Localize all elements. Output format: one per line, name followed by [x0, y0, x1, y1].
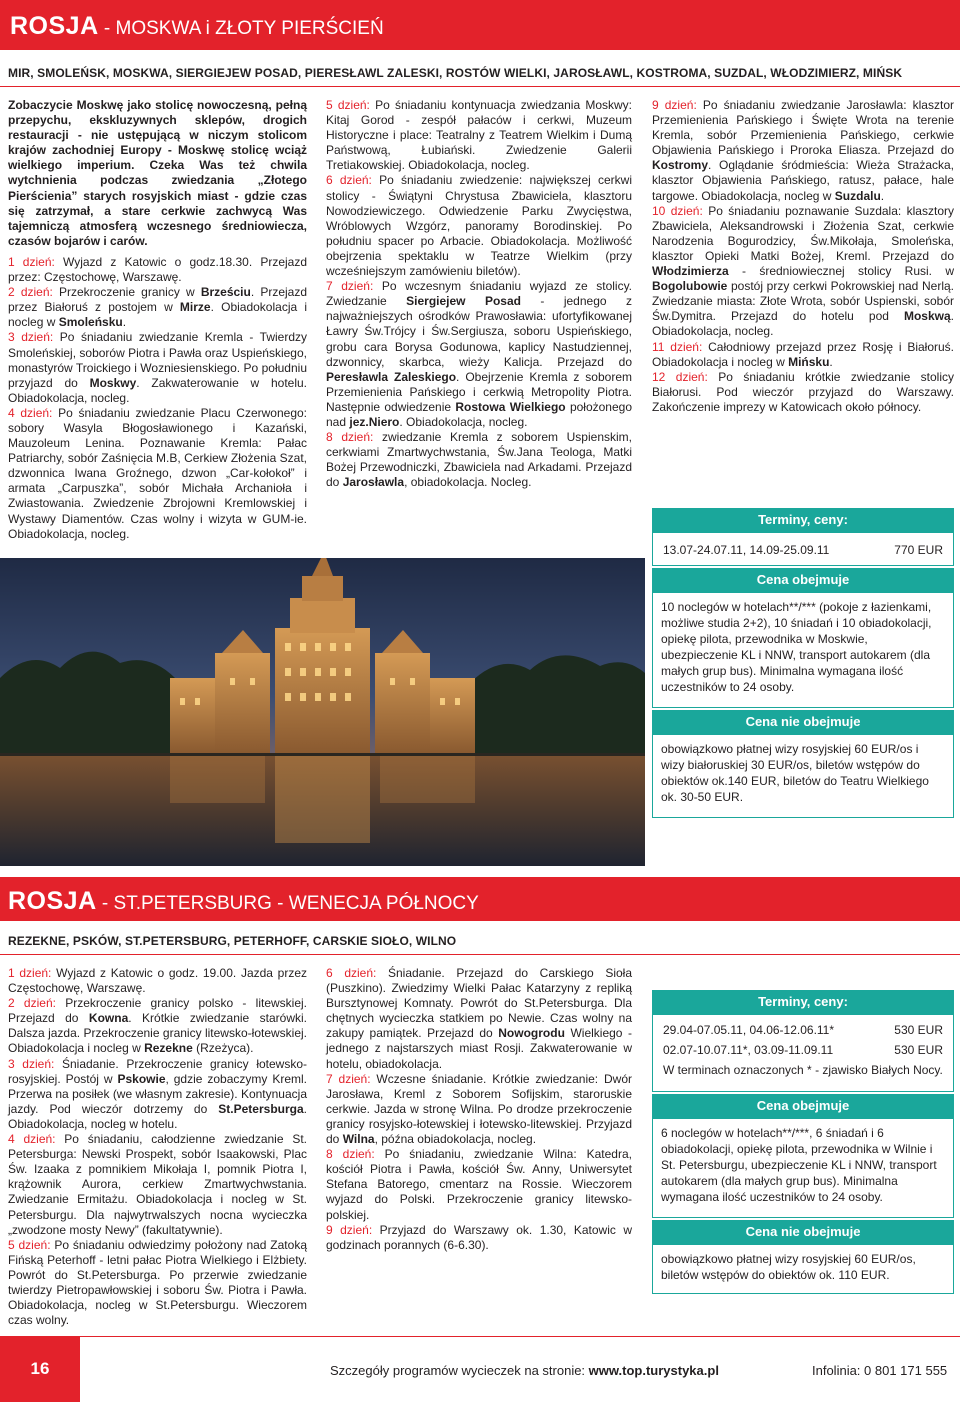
section1-route: MIR, SMOLEŃSK, MOSKWA, SIERGIEJEW POSAD, PIERESŁAWL ZALESKI, ROSTÓW WIELKI, JAROSŁAWL, KOSTROMA, SUZDAL, WŁODZIMIERZ, MIŃSK — [8, 66, 903, 80]
s2-terms-note: W terminach oznaczonych * - zjawisko Białych Nocy. — [663, 1063, 943, 1077]
section2-title-bar — [0, 877, 960, 921]
s1-day-9: 9 dzień: Po śniadaniu zwiedzanie Jarosławla: klasztor Przemienienia Pańskiego i Święte Wrota na terenie Kremla, sobór Przemienienia Pańskiego, cerkwie Objawienia Pańskiego i Proroka Eliasza. Przejazd do Kostromy. Oglądanie śródmieścia: Wieża Strażacka, klasztor Objawienia Pańskiego, ratusz, pałace, hale targowe. Obiadokolacja, nocleg w Suzdalu. — [652, 98, 954, 203]
s2-excluded-header: Cena nie obejmuje — [652, 1220, 954, 1244]
s1-included-text: 10 noclegów w hotelach**/*** (pokoje z łazienkami, możliwe studia 2+2), 10 śniadań i 10 obiadokolacji, opiekę pilota, przewodnika w Moskwie, ubezpieczenie KL i NNW, transport autokarem (dla małych grup bus). Minimalna wymagana ilość uczestników to 24 osoby. — [652, 592, 954, 708]
footer-divider — [0, 1336, 960, 1337]
s1-included-header: Cena obejmuje — [652, 568, 954, 592]
section1-title-country: ROSJA — [10, 12, 99, 40]
s1-day-12: 12 dzień: Po śniadaniu krótkie zwiedzanie stolicy Białorusi. Pod wieczór przyjazd do Warszawy. Zakończenie imprezy w Katowicach około północy. — [652, 369, 954, 414]
s1-terms-price: 770 EUR — [894, 543, 943, 557]
s2-terms-row2-dates: 02.07-10.07.11*, 03.09-11.09.11 — [663, 1043, 834, 1057]
footer-infoline: Infolinia: 0 801 171 555 — [812, 1363, 948, 1378]
section1-title-bar — [0, 0, 960, 50]
moscow-university-photo — [0, 558, 645, 866]
page-number: 16 — [0, 1336, 80, 1402]
s1-terms-dates: 13.07-24.07.11, 14.09-25.09.11 — [663, 543, 830, 557]
s2-day-3: 3 dzień: Śniadanie. Przekroczenie granicy łotewsko-rosyjskiej. Postój w Pskowie, gdzie zobaczymy Kreml. Przerwa na posiłek (we własnym zakresie). Kontynuacja jazdy. Pod wieczór dotrzemy do St.Petersburga. Obiadokolacja, nocleg w hotelu. — [8, 1056, 308, 1131]
section1-intro: Zobaczycie Moskwę jako stolicę nowoczesną, pełną przepychu, ekskluzywnych sklepów, drogich restauracji - nie ustępującą w niczym stolicom krajów zachodniej Europy - Moskwę stolicę wciąż wielkiego imperium. Czeka Was też chwila wytchnienia podczas zwiedzania „Złotego Pierścienia” starych rosyjskich miast - gdzie czas się zatrzymał, a stare cerkwie zachwycą Was tajemniczą atmosferą wczesnego średniowiecza, czasów bojarów i carów. — [8, 98, 307, 248]
s2-day-5: 5 dzień: Po śniadaniu odwiedzimy położony nad Zatoką Fińską Peterhoff - letni pałac Piotra Wielkiego i Elżbiety. Powrót do St.Petersburga. Po przerwie zwiedzanie twierdzy Pietropawłowskiej i soboru Św. Piotra i Pawła. Obiadokolacja, nocleg w St.Petersburgu. Wieczorem czas wolny. — [8, 1237, 307, 1328]
s2-day-8: 8 dzień: Po śniadaniu, zwiedzanie Wilna: Katedra, kościół Piotra i Pawła, kościół Św. Anny, Uniwersytet Stefana Batorego, cmentarz na Rossie. Wieczorem wyjazd do Polski. Przekroczenie granicy litewsko-polskiej. — [326, 1147, 632, 1222]
s2-terms-row2-price: 530 EUR — [894, 1043, 943, 1057]
section2-column-2 — [326, 966, 632, 1253]
s2-terms-row1-price: 530 EUR — [894, 1023, 943, 1037]
s1-day-2: 2 dzień: Przekroczenie granicy w Brześciu. Przejazd przez Białoruś z postojem w Mirze. Obiadokolacja i nocleg w Smoleńsku. — [8, 285, 308, 330]
footer-programs-label: Szczegóły programów wycieczek na stronie: — [330, 1363, 589, 1378]
section2-title-rest: - ST.PETERSBURG - WENECJA PÓŁNOCY — [96, 893, 479, 914]
s1-terms-box — [652, 532, 954, 566]
section2-route: REZEKNE, PSKÓW, ST.PETERSBURG, PETERHOFF, CARSKIE SIOŁO, WILNO — [8, 934, 457, 948]
footer-website-link[interactable]: www.top.turystyka.pl — [588, 1363, 719, 1378]
s2-terms-header: Terminy, ceny: — [652, 990, 954, 1014]
s2-terms-box — [652, 1014, 954, 1092]
s2-day-6: 6 dzień: Śniadanie. Przejazd do Carskiego Sioła (Puszkino). Zwiedzimy Wielki Pałac Katarzyny z repliką Bursztynowej Komnaty. Powrót do St.Petersburga. Dla chętnych wycieczka statkiem po Newie. Czas wolny na zakupy pamiątek. Przejazd do Nowogrodu Wielkiego - jednego z najstarszych miast Rosji. Zakwaterowanie w hotelu, obiadokolacja. — [326, 966, 633, 1071]
s2-day-2: 2 dzień: Przekroczenie granicy polsko - litewskiej. Przejazd do Kowna. Krótkie zwiedzanie starówki. Dalsza jazda. Przekroczenie granicy litewsko-łotewskiej. Obiadokolacja i nocleg w Rezekne (Rzeżyca). — [8, 996, 308, 1056]
s2-day-7: 7 dzień: Wczesne śniadanie. Krótkie zwiedzanie: Dwór Jarosława, Kreml z Soborem Sofijskim, staroruskie cerkwie. Jazda w stronę Wilna. Po drodze przekroczenie granicy rosyjsko-łotewskiej i łotewsko-litewskiej. Przyjazd do Wilna, późna obiadokolacja, nocleg. — [326, 1071, 632, 1147]
s1-day-10: 10 dzień: Po śniadaniu poznawanie Suzdala: klasztory Zbawiciela, Aleksandrowski i Złożenia Szat, cerkwie Narodzenia Bogurodzicy, Św.Mikołaja, Smoleńska, klasztor Opieki Matki Bożej, Kreml. Przejazd do Włodzimierza - średniowiecznej stolicy Rusi. w Bogolubowie postój przy cerkwi Pokrowskiej nad Nerlą. Zwiedzanie miasta: Złote Wrota, sobór Uspienski, sobór Św.Dymitra. Przejazd do hotelu pod Moskwą. Obiadokolacja, nocleg. — [652, 203, 954, 339]
s1-day-11: 11 dzień: Całodniowy przejazd przez Rosję i Białoruś. Obiadokolacja i nocleg w Mińsku. — [652, 339, 955, 369]
s1-day-6: 6 dzień: Po śniadaniu zwiedzenie: największej cerkwi stolicy - Świątyni Chrystusa Zbawiciela, klasztoru Nowodziewiczego. Odwiedzenie Parku Zwycięstwa, Wróblowych Wzgórz, panoramy Borodinskiej. Po południu spacer po Arbacie. Obiadokolacja. Możliwość obejrzenia spektaklu w Teatrze Wielkim (przy wcześniejszym zamówieniu biletów). — [326, 173, 633, 279]
section2-column-1 — [8, 966, 307, 1328]
s1-excluded-text: obowiązkowo płatnej wizy rosyjskiej 60 EUR/os i wizy białoruskiej 30 EUR/os, biletów wstępów do obiektów ok.140 EUR, biletów do Teatru Wielkiego ok. 30-50 EUR. — [652, 734, 954, 818]
section1-column-1 — [8, 98, 307, 542]
s2-excluded-text: obowiązkowo płatnej wizy rosyjskiej 60 EUR/os, biletów wstępów do obiektów ok. 110 EUR. — [652, 1244, 954, 1294]
s2-day-4: 4 dzień: Po śniadaniu, całodzienne zwiedzanie St. Petersburga: Newski Prospekt, sobór Isaakowski, Plac Św. Izaaka z pomnikiem Mikołaja I, pomnik Piotra I, krążownik Aurora, cerkiew Zmartwychwstania. Zwiedzanie Ermitażu. Obiadokolacja i nocleg w St. Petersburgu. Dla najwytrwalszych nocna wycieczka „zwodzone mosty Newy” (fakultatywnie). — [8, 1132, 307, 1237]
s2-terms-row1-dates: 29.04-07.05.11, 04.06-12.06.11* — [663, 1023, 835, 1037]
s1-day-1: 1 dzień: Wyjazd z Katowic o godz.18.30. Przejazd przez: Częstochowę, Warszawę. — [8, 254, 308, 285]
s1-day-7: 7 dzień: Po wczesnym śniadaniu wyjazd ze stolicy. Zwiedzanie Siergiejew Posad - jednego z najważniejszych ośrodków Prawosławia: ufortyfikowanej Ławry Św.Trójcy i Św.Sergiusza, soboru Uspieńskiego, grobu cara Borysa Godunowa, kaplicy Nastudziennej, dzwonnicy, skarbca, wieży Kalicja. Przejazd do Peresławla Zaleskiego. Obejrzenie Kremla z soborem Przemienienia Pańskiego i cerkwią Metropolity Piotra. Następnie odwiedzenie Rostowa Wielkiego położonego nad jez.Niero. Obiadokolacja, nocleg. — [326, 279, 633, 429]
s1-day-8: 8 dzień: zwiedzanie Kremla z soborem Uspienskim, cerkwiami Zmartwychwstania, Św.Jana Teologa, Matki Bożej Przewodniczki, Zbawiciela nad Arkadami. Przejazd do Jarosławla, obiadokolacja. Nocleg. — [326, 430, 632, 490]
s1-terms-header: Terminy, ceny: — [652, 508, 954, 532]
s2-day-9: 9 dzień: Przyjazd do Warszawy ok. 1.30, Katowic w godzinach porannych (6-6.30). — [326, 1222, 632, 1252]
section1-divider — [0, 86, 960, 87]
s1-day-5: 5 dzień: Po śniadaniu kontynuacja zwiedzania Moskwy: Kitaj Gorod - zespół pałaców i cerkwi, Muzeum Historyczne i place: Teatralny z Teatrem Wielkim i Dumą Państwową, Łubiański. Zwiedzenie Galerii Tretiakowskiej. Obiadokolacja, nocleg. — [326, 98, 632, 173]
s2-included-header: Cena obejmuje — [652, 1094, 954, 1118]
footer-programs — [330, 1363, 719, 1378]
section2-divider — [0, 954, 960, 955]
section2-title-country: ROSJA — [8, 887, 97, 915]
section1-title-rest: - MOSKWA i ZŁOTY PIERŚCIEŃ — [98, 18, 384, 39]
s1-day-4: 4 dzień: Po śniadaniu zwiedzanie Placu Czerwonego: sobory Wasyla Błogosławionego i Kazański, Mauzoleum Lenina. Poznawanie Kremla: Pałac Patriarchy, sobór Zaśnięcia M.B, Cerkiew Złożenia Szat, dzwonnica Iwana Groźnego, dzwon „Car-kołokoł” i armata „Carpuszka”, sobór Michała Archanioła i Zwiastowania. Zwiedzenie Zbrojowni Kremlowskiej i Wystawy Diamentów. Czas wolny i wizyta w GUM-ie. Obiadokolacja, nocleg. — [8, 405, 307, 541]
s1-day-3: 3 dzień: Po śniadaniu zwiedzanie Kremla - Twierdzy Smoleńskiej, soborów Piotra i Pawła oraz Uspieńskiego, monastyrów Troickiego i Wozniesienskiego. Po południu przyjazd do Moskwy. Zakwaterowanie w hotelu. Obiadokolacja, nocleg. — [8, 330, 308, 405]
s1-excluded-header: Cena nie obejmuje — [652, 710, 954, 734]
section1-column-3 — [652, 98, 954, 415]
s2-included-text: 6 noclegów w hotelach**/***, 6 śniadań i 6 obiadokolacji, opiekę pilota, przewodnika w Wilnie i St. Petersburgu, ubezpieczenie KL i NNW, transport autokarem (dla małych grup bus). Minimalna wymagana ilość uczestników to 24 osoby. — [652, 1118, 954, 1218]
s2-day-1: 1 dzień: Wyjazd z Katowic o godz. 19.00. Jazda przez Częstochowę, Warszawę. — [8, 966, 308, 996]
section1-column-2 — [326, 98, 632, 490]
